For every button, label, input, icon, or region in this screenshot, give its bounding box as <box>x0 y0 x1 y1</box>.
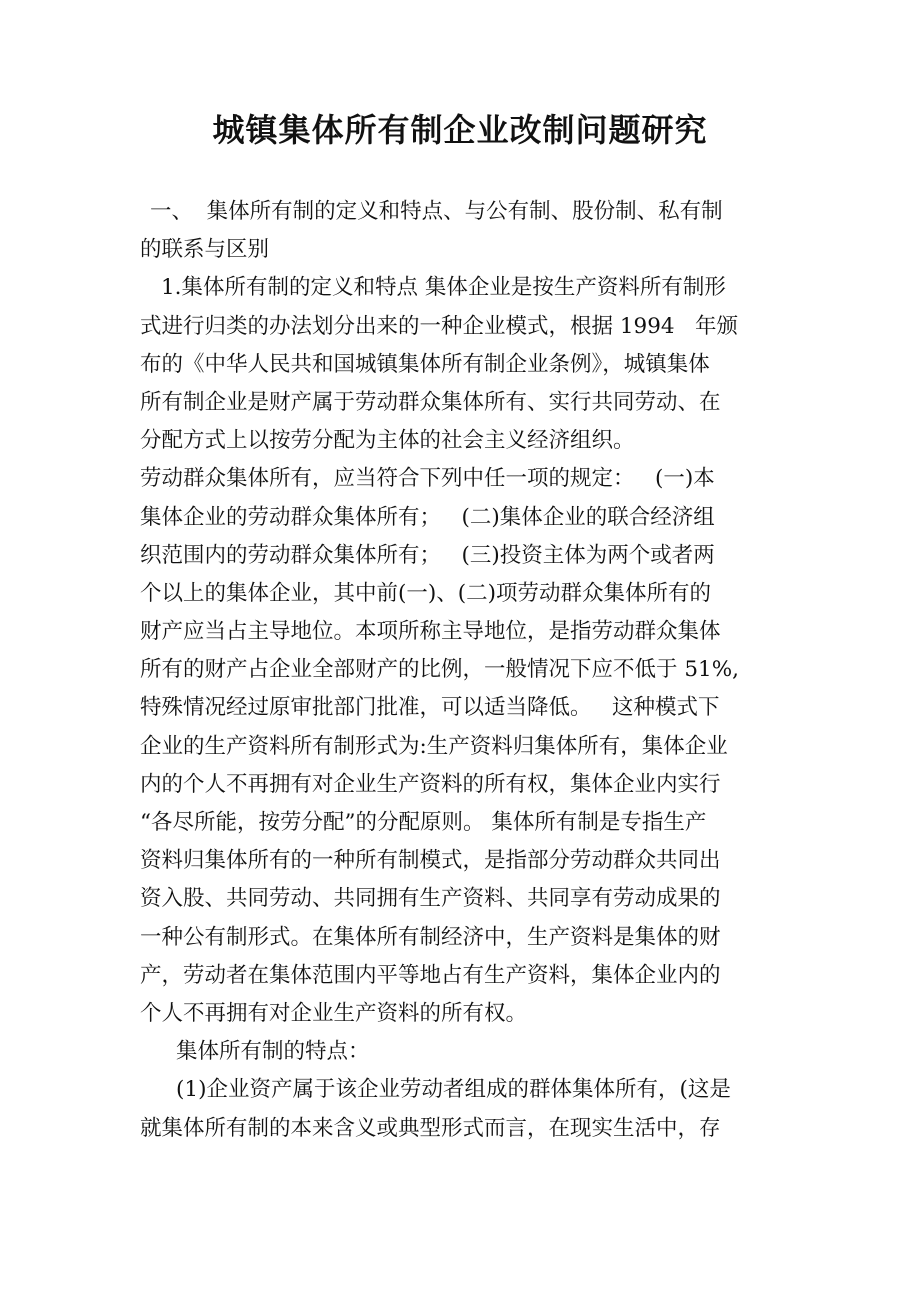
features-heading: 集体所有制的特点： <box>176 1039 370 1065</box>
paragraph-line: 个以上的集体企业，其中前(一)、(二)项劳动群众集体所有的 <box>140 580 712 606</box>
paragraph-line: 内的个人不再拥有对企业生产资料的所有权，集体企业内实行 <box>140 771 721 797</box>
paragraph-line: “各尽所能，按劳分配”的分配原则。 集体所有制是专指生产 <box>140 810 707 835</box>
paragraph-line: 个人不再拥有对企业生产资料的所有权。 <box>140 1000 528 1026</box>
paragraph-line: (1)企业资产属于该企业劳动者组成的群体集体所有，(这是 <box>176 1077 731 1103</box>
paragraph-line: 式进行归类的办法划分出来的一种企业模式，根据 1994 年颁 <box>140 313 739 339</box>
paragraph-line: 织范围内的劳动群众集体所有； (三)投资主体为两个或者两 <box>140 542 715 568</box>
section-heading-line-1: 一、 集体所有制的定义和特点、与公有制、股份制、私有制 <box>150 199 723 224</box>
paragraph-line: 集体企业的劳动群众集体所有； (二)集体企业的联合经济组 <box>140 504 715 530</box>
paragraph-line: 布的《中华人民共和国城镇集体所有制企业条例》，城镇集体 <box>140 351 710 377</box>
paragraph-line: 所有制企业是财产属于劳动群众集体所有、实行共同劳动、在 <box>140 389 721 415</box>
paragraph-line: 就集体所有制的本来含义或典型形式而言，在现实生活中，存 <box>140 1115 721 1141</box>
paragraph-line: 产，劳动者在集体范围内平等地占有生产资料，集体企业内的 <box>140 962 721 988</box>
paragraph-line: 一种公有制形式。在集体所有制经济中，生产资料是集体的财 <box>140 924 721 950</box>
paragraph-line: 资入股、共同劳动、共同拥有生产资料、共同享有劳动成果的 <box>140 886 721 912</box>
document-title: 城镇集体所有制企业改制问题研究 <box>212 111 708 149</box>
paragraph-line: 企业的生产资料所有制形式为:生产资料归集体所有，集体企业 <box>140 733 728 759</box>
paragraph-line: 分配方式上以按劳分配为主体的社会主义经济组织。 <box>140 428 635 454</box>
paragraph-line: 1.集体所有制的定义和特点 集体企业是按生产资料所有制形 <box>161 275 726 301</box>
paragraph-line: 财产应当占主导地位。本项所称主导地位，是指劳动群众集体 <box>140 619 721 645</box>
paragraph-line: 资料归集体所有的一种所有制模式，是指部分劳动群众共同出 <box>140 848 721 874</box>
paragraph-line: 特殊情况经过原审批部门批准，可以适当降低。 这种模式下 <box>140 695 720 721</box>
paragraph-line: 劳动群众集体所有，应当符合下列中任一项的规定： (一)本 <box>140 466 715 492</box>
document-body <box>140 193 800 1148</box>
section-heading-line-2: 的联系与区别 <box>140 237 270 263</box>
paragraph-line: 所有的财产占企业全部财产的比例，一般情况下应不低于 51%, <box>140 657 739 683</box>
